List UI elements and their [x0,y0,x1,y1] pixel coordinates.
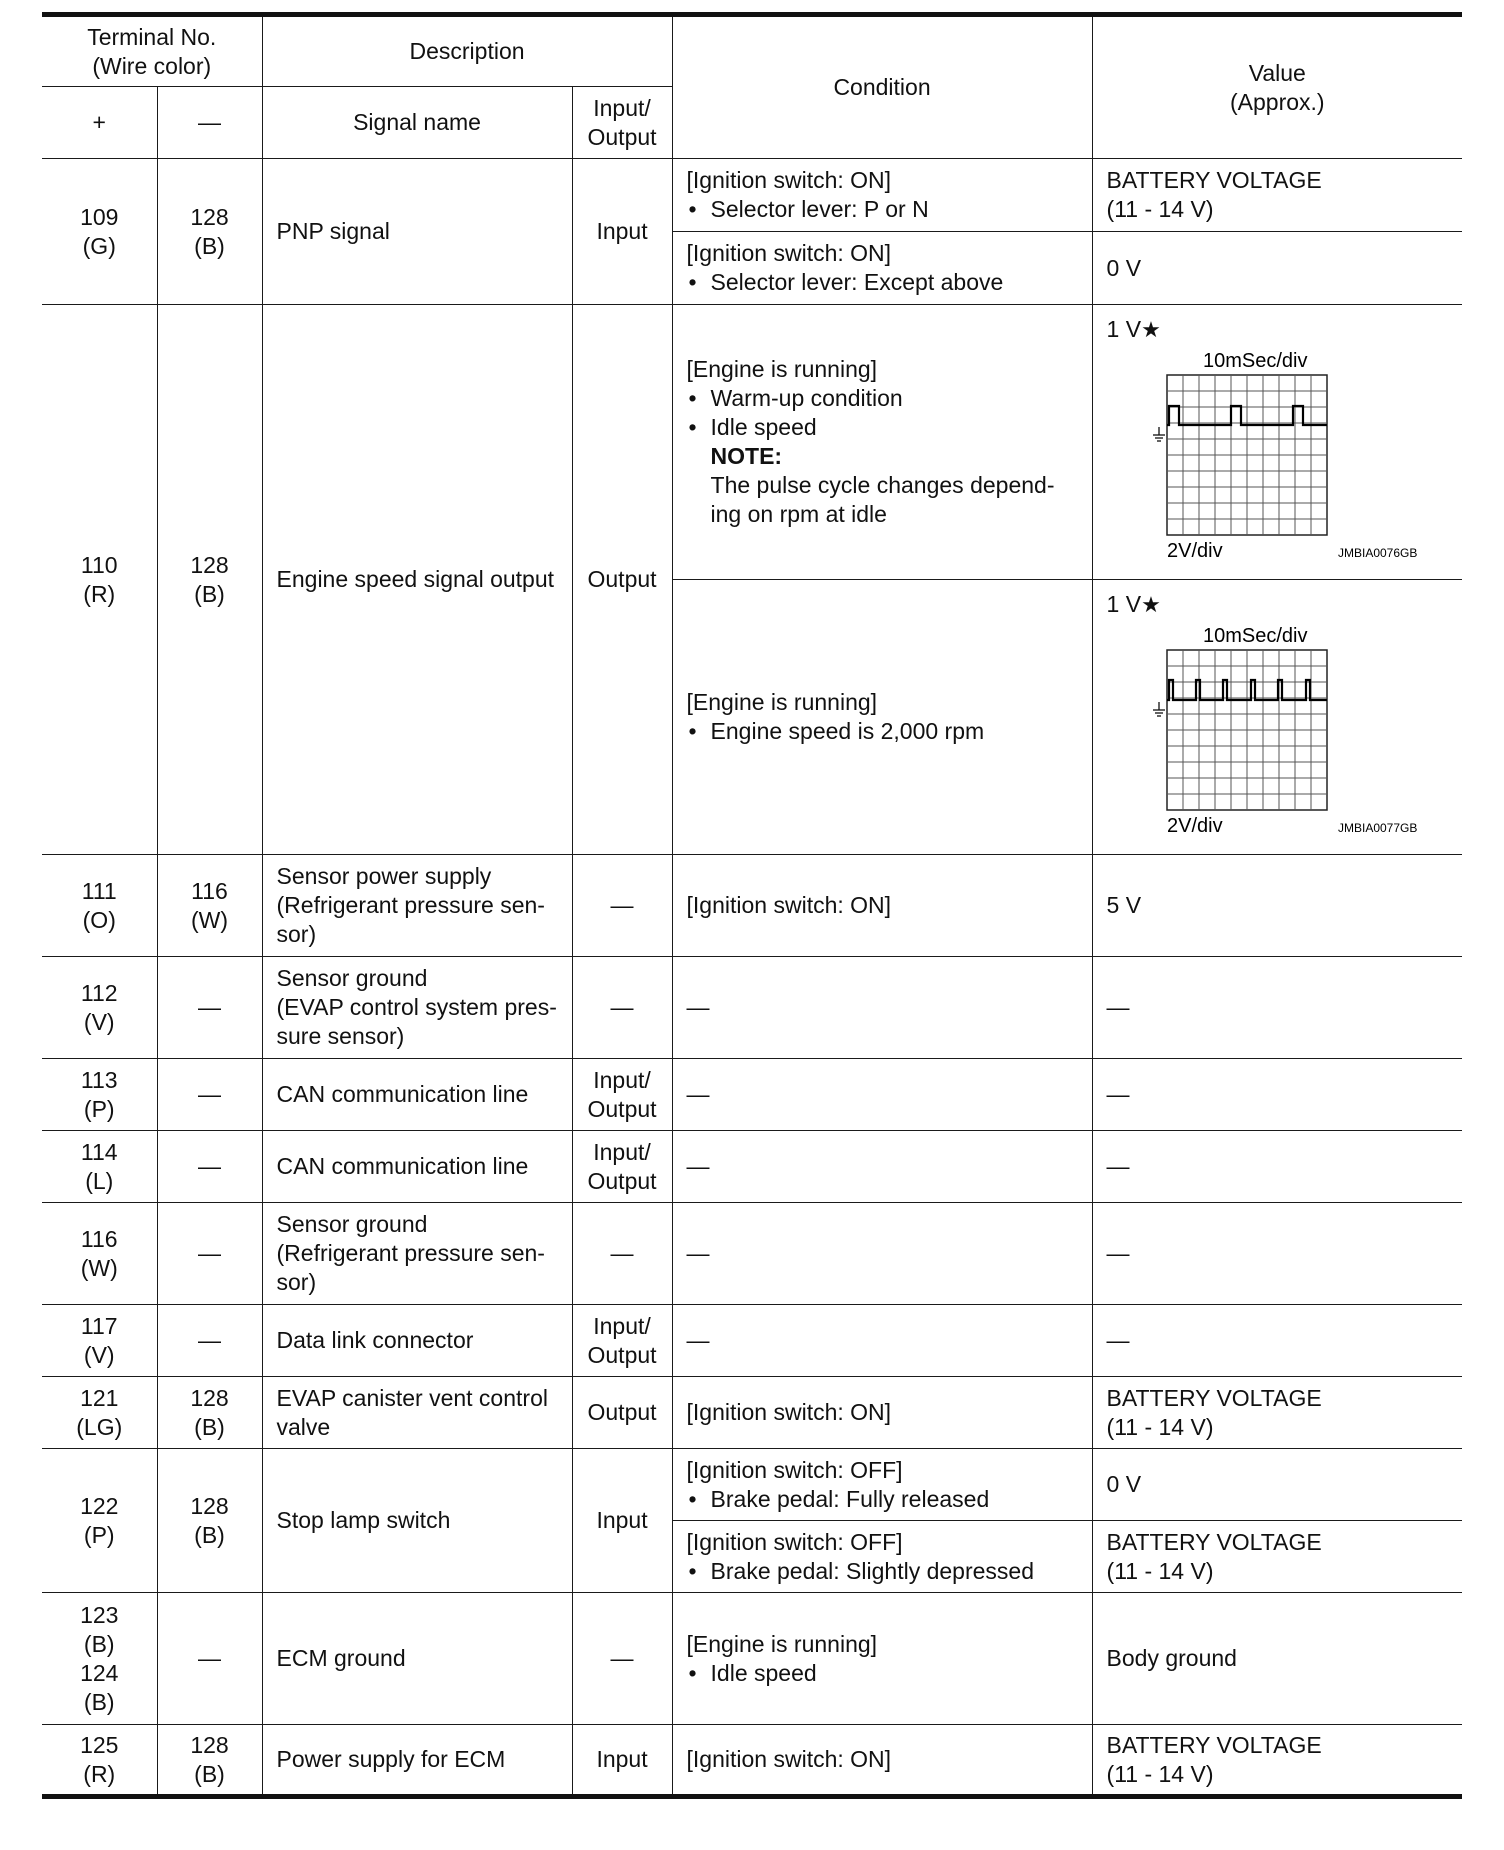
signal-name: CAN communication line [262,1059,572,1131]
minus-terminal: — [157,1593,262,1725]
waveform-figure [1093,307,1463,577]
header-row-1 [42,15,1462,87]
minus-terminal: — [157,1131,262,1203]
table-row [42,957,1462,1059]
figure-code: JMBIA0076GB [1337,546,1417,560]
condition [672,580,1092,855]
condition-line: [Ignition switch: ON] [686,240,892,266]
value-line: BATTERY VOLTAGE [1106,1731,1322,1758]
signal-name [262,957,572,1059]
star-icon: ★ [1141,317,1161,342]
signal-name: Power supply for ECM [262,1725,572,1797]
table-row [42,159,1462,232]
plus-terminal [42,1449,157,1593]
header-wire-color: (Wire color) [92,52,212,79]
header-minus: — [157,87,262,159]
value [1092,580,1462,855]
minus-terminal [157,1725,262,1797]
voltage-division-label: 2V/div [1166,540,1223,562]
signal-name: Engine speed signal output [262,305,572,855]
header-terminal-no: Terminal No. [87,23,217,50]
wire-color: (O) [82,906,116,933]
signal-line: sor) [276,1269,317,1295]
plus-terminal [42,1593,157,1725]
signal-line: (Refrigerant pressure sen- [276,892,545,918]
header-value-approx: (Approx.) [1229,88,1325,115]
terminal-number: 123 [80,1601,119,1628]
time-division-label: 10mSec/div [1202,350,1308,372]
voltage-division-label: 2V/div [1166,815,1223,837]
table-row [42,1377,1462,1449]
wire-color: (G) [82,232,116,259]
terminal-number: 113 [80,1066,118,1093]
ground-symbol-icon [1153,702,1165,716]
condition-bullet: • Brake pedal: Slightly depressed [687,1557,1086,1586]
terminal-number: 110 [80,551,118,578]
terminal-number: 128 [190,551,229,578]
oscilloscope-waveform-2000rpm [1143,618,1458,853]
terminal-number: 116 [191,877,228,904]
plus-terminal [42,1305,157,1377]
signal-line: (Refrigerant pressure sen- [276,1240,545,1266]
io-type: — [572,1593,672,1725]
plus-terminal [42,305,157,855]
table-row [42,1131,1462,1203]
wire-color: (W) [80,1254,118,1281]
header-io-2: Output [587,123,657,150]
oscilloscope-grid [1167,650,1327,810]
signal-name: PNP signal [262,159,572,305]
signal-name [262,855,572,957]
plus-terminal [42,1725,157,1797]
table-row [42,1059,1462,1131]
plus-terminal [42,957,157,1059]
terminal-number: 114 [80,1138,118,1165]
condition-bullet: • Selector lever: Except above [687,268,1086,297]
condition-line: [Ignition switch: ON] [686,167,892,193]
value [1092,159,1462,232]
signal-name: Stop lamp switch [262,1449,572,1593]
io-line: Input/ [593,1066,651,1093]
terminal-number: 111 [81,877,117,904]
header-io-1: Input/ [593,94,651,121]
condition-bullet: • Idle speed [687,1659,1086,1688]
io-type: Input [572,159,672,305]
oscilloscope-grid [1167,375,1327,535]
note-label: NOTE: [710,443,783,469]
io-line: Input/ [593,1312,651,1339]
table-row [42,305,1462,580]
terminal-number: 128 [190,1384,229,1411]
condition-bullet: • Idle speed [687,413,1086,442]
value-line: (11 - 14 V) [1106,196,1214,222]
wire-color: (R) [83,1760,116,1787]
value: — [1092,1203,1462,1305]
condition [672,305,1092,580]
signal-line: valve [276,1413,331,1440]
io-type: — [572,957,672,1059]
wire-color: (R) [83,580,116,607]
plus-terminal [42,855,157,957]
table-row [42,855,1462,957]
value-line: (11 - 14 V) [1106,1760,1214,1787]
waveform-figure [1093,582,1463,852]
terminal-number: 128 [190,203,229,230]
minus-terminal: — [157,957,262,1059]
minus-terminal: — [157,1203,262,1305]
oscilloscope-waveform-idle [1143,343,1458,578]
table-row [42,1305,1462,1377]
condition [672,159,1092,232]
terminal-number: 116 [80,1225,118,1252]
condition-bullet: • Warm-up condition [687,384,1086,413]
wire-color: (B) [83,1630,115,1657]
io-line: Input/ [593,1138,651,1165]
value-line: BATTERY VOLTAGE [1106,167,1322,193]
signal-line: Sensor power supply [276,863,492,889]
condition-line: [Ignition switch: OFF] [686,1528,903,1555]
wire-color: (P) [83,1095,115,1122]
signal-line: sor) [276,921,317,947]
wire-color: (LG) [76,1413,123,1440]
note-text: The pulse cycle changes depend- [710,472,1055,498]
io-type [572,1305,672,1377]
minus-terminal: — [157,1305,262,1377]
condition-line: [Engine is running] [686,689,878,715]
header-terminal [42,15,262,87]
signal-name [262,1203,572,1305]
condition: — [672,1131,1092,1203]
io-type: — [572,855,672,957]
signal-line: EVAP canister vent control [276,1384,548,1411]
value: — [1092,1131,1462,1203]
value: — [1092,1305,1462,1377]
wire-color: (V) [83,1008,115,1035]
wire-color: (B) [194,1413,225,1440]
io-type: Output [572,1377,672,1449]
wire-color: (B) [194,1521,225,1548]
header-condition: Condition [672,15,1092,159]
condition: [Ignition switch: ON] [672,1725,1092,1797]
minus-terminal: — [157,1059,262,1131]
signal-line: Sensor ground [276,965,428,991]
terminal-number: 112 [80,979,118,1006]
signal-name: CAN communication line [262,1131,572,1203]
star-icon: ★ [1141,592,1161,617]
condition: — [672,957,1092,1059]
minus-terminal [157,855,262,957]
value [1092,1725,1462,1797]
minus-terminal [157,305,262,855]
time-division-label: 10mSec/div [1202,625,1308,647]
signal-line: Sensor ground [276,1211,428,1237]
value [1092,1377,1462,1449]
io-type: — [572,1203,672,1305]
value: — [1092,1059,1462,1131]
condition [672,1593,1092,1725]
minus-terminal [157,1377,262,1449]
wire-color: (B) [194,232,225,259]
condition [672,1521,1092,1593]
wire-color: (V) [83,1341,115,1368]
terminal-number: 125 [80,1731,119,1758]
value-line: (11 - 14 V) [1106,1413,1214,1440]
io-line: Output [587,1095,657,1122]
condition: [Ignition switch: ON] [672,1377,1092,1449]
io-line: Output [587,1341,657,1368]
terminal-number: 128 [190,1492,229,1519]
value: Body ground [1092,1593,1462,1725]
ground-symbol-icon [1153,427,1165,441]
wire-color: (P) [83,1521,115,1548]
condition: — [672,1203,1092,1305]
condition-bullet: • Selector lever: P or N [687,195,1086,224]
io-line: Output [587,1167,657,1194]
condition-line: [Engine is running] [686,1630,878,1657]
table-row [42,1593,1462,1725]
terminal-number: 121 [80,1384,119,1411]
io-type: Input [572,1449,672,1593]
terminal-number: 128 [190,1731,229,1758]
minus-terminal [157,159,262,305]
condition [672,1449,1092,1521]
io-type: Output [572,305,672,855]
wire-color: (B) [194,1760,225,1787]
condition: — [672,1305,1092,1377]
header-signal-name: Signal name [262,87,572,159]
plus-terminal [42,1377,157,1449]
wire-color: (L) [85,1167,114,1194]
value-line: (11 - 14 V) [1106,1557,1214,1584]
value-text: 1 V [1106,316,1142,342]
condition [672,232,1092,305]
condition-bullet: • Engine speed is 2,000 rpm [687,717,1086,746]
figure-code: JMBIA0077GB [1337,821,1417,835]
condition-bullet: • Brake pedal: Fully released [687,1485,1086,1514]
terminal-number: 122 [80,1492,119,1519]
condition: [Ignition switch: ON] [672,855,1092,957]
wire-color: (B) [194,580,225,607]
table-row [42,1449,1462,1521]
header-value [1092,15,1462,159]
header-io [572,87,672,159]
note-text: ing on rpm at idle [710,501,887,527]
value: — [1092,957,1462,1059]
value-line: BATTERY VOLTAGE [1106,1528,1322,1555]
table-row [42,1725,1462,1797]
signal-line: sure sensor) [276,1023,405,1049]
value: 0 V [1092,232,1462,305]
plus-terminal [42,159,157,305]
condition: — [672,1059,1092,1131]
table-row [42,1203,1462,1305]
terminal-number: 117 [80,1312,118,1339]
signal-name [262,1377,572,1449]
signal-line: (EVAP control system pres- [276,994,557,1020]
value-text: 1 V [1106,591,1142,617]
wire-color: (W) [190,906,229,933]
io-type [572,1131,672,1203]
value [1092,305,1462,580]
header-description: Description [262,15,672,87]
header-plus: + [42,87,157,159]
io-type [572,1059,672,1131]
value: 5 V [1092,855,1462,957]
signal-name: Data link connector [262,1305,572,1377]
minus-terminal [157,1449,262,1593]
condition-line: [Ignition switch: OFF] [686,1456,903,1483]
terminal-number: 109 [80,203,119,230]
plus-terminal [42,1203,157,1305]
plus-terminal [42,1059,157,1131]
value: 0 V [1092,1449,1462,1521]
ecm-terminal-table [42,12,1462,1799]
wire-color: (B) [83,1688,115,1715]
value-line: BATTERY VOLTAGE [1106,1384,1322,1411]
signal-name: ECM ground [262,1593,572,1725]
io-type: Input [572,1725,672,1797]
condition-line: [Engine is running] [686,356,878,382]
value [1092,1521,1462,1593]
terminal-number: 124 [80,1659,119,1686]
header-value-label: Value [1248,59,1306,86]
plus-terminal [42,1131,157,1203]
